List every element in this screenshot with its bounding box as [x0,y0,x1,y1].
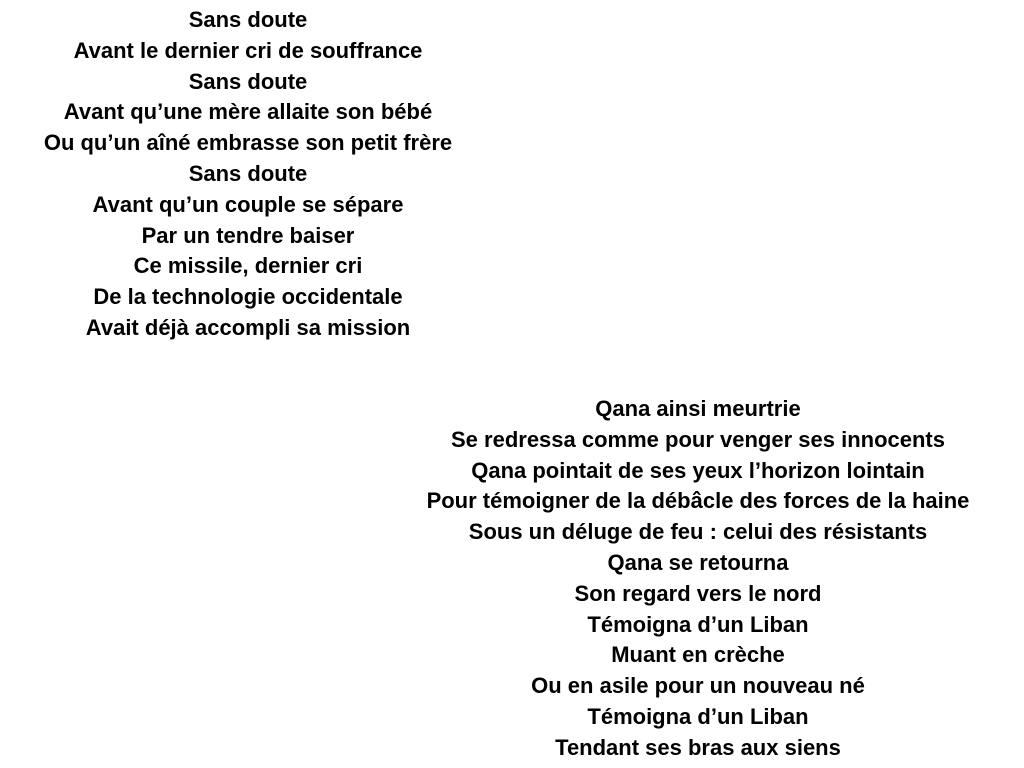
poem-line: Avant qu’une mère allaite son bébé [63,99,433,125]
poem-line: Qana se retourna [607,549,789,575]
poem-line: Tendant ses bras aux siens [555,734,841,760]
poem-line: Pour témoigner de la débâcle des forces de la haine [426,488,970,514]
poem-line: Ou qu’un aîné embrasse son petit frère [43,130,453,156]
poem-line: Témoigna d’un Liban [587,703,809,729]
poem-stanza-first [0,5,496,344]
poem-line: Sans doute [188,7,308,32]
poem-line: Muant en crèche [611,642,785,668]
poem-line: Témoigna d’un Liban [587,611,809,637]
poem-line: Qana pointait de ses yeux l’horizon lointain [471,457,925,483]
poem-stanza-second [372,394,1024,764]
poem-line: Par un tendre baiser [141,222,355,248]
poem-line: Sans doute [188,68,308,94]
poem-line: Sans doute [188,160,308,186]
poem-line: De la technologie occidentale [93,284,403,310]
poem-line: Sous un déluge de feu : celui des résistants [468,519,928,545]
poem-line: Avait déjà accompli sa mission [85,314,411,340]
poem-line: Son regard vers le nord [574,580,822,606]
poem-line: Qana ainsi meurtrie [595,396,801,421]
poem-line: Ce missile, dernier cri [133,253,363,279]
poem-line: Ou en asile pour un nouveau né [531,673,865,699]
poem-line: Avant le dernier cri de souffrance [73,37,423,63]
poem-line: Avant qu’un couple se sépare [92,191,404,217]
poem-line: Se redressa comme pour venger ses innocents [451,426,945,452]
